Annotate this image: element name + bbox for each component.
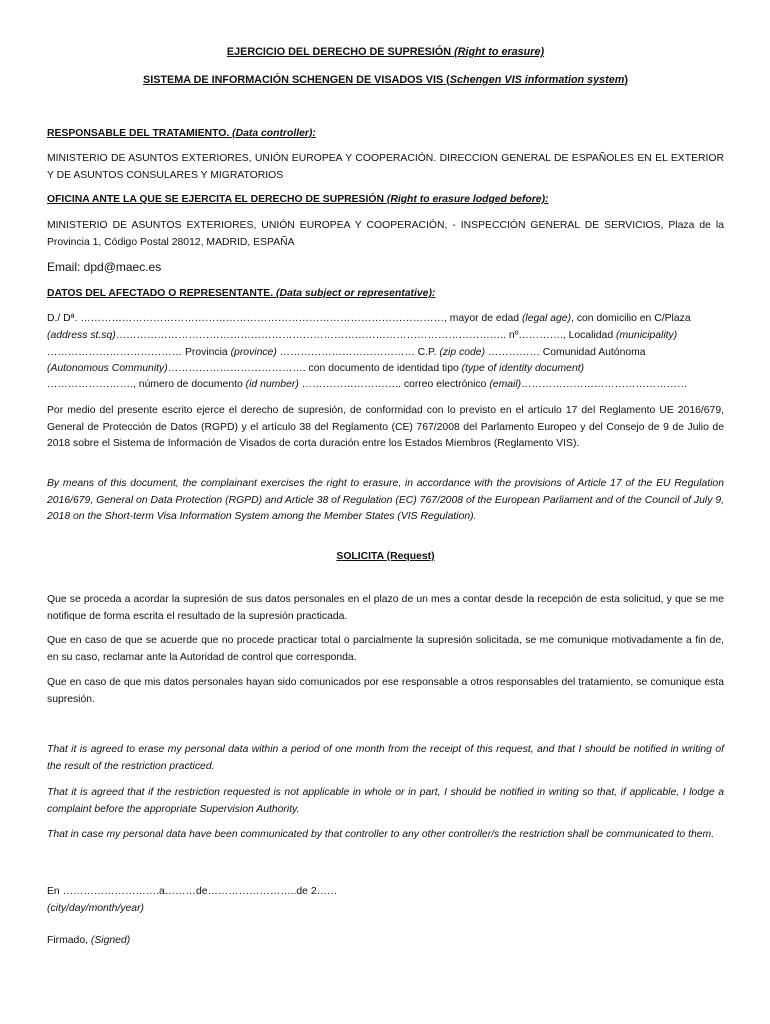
subject-heading: [47, 286, 435, 303]
title-en: (Right to erasure): [454, 46, 545, 58]
request-en-3: That in case my personal data have been communicated by that controller to any other controller/s the restriction shall be communicated to them.: [47, 829, 715, 840]
signature-date-hint: (city/day/month/year): [47, 903, 145, 914]
signed-hint: (Signed): [90, 935, 131, 946]
office-heading: [47, 192, 549, 209]
subject-line-4: [47, 361, 724, 378]
id-number-label: ……………………., número de documento: [47, 379, 246, 390]
request-es-1: Que se proceda a acordar la supresión de sus datos personales en el plazo de un mes a contar desde la recepción de esta solicitud, y que se me notifique de forma escrita el resultado de la supresión practicada.: [47, 594, 724, 622]
request-es-2: Que en caso de que se acuerde que no procede practicar total o parcialmente la supresión solicitada, se me comunique motivadamente a fin de, en su caso, reclamar ante la Autoridad de control que corresponda.: [47, 635, 724, 663]
subject-line-3: [47, 345, 724, 362]
document-title: [47, 44, 724, 61]
subtitle-en: Schengen VIS information system: [449, 74, 625, 86]
province-hint: (province): [230, 347, 277, 358]
subject-name-field: D./ Dª. ……………………………………………………………………………………………, mayor de edad: [47, 313, 522, 324]
controller-heading-en: (Data controller):: [232, 128, 316, 139]
signature-line: [47, 933, 724, 950]
community-label: …………… Comunidad Autónoma: [485, 347, 646, 358]
zip-hint: (zip code): [439, 347, 486, 358]
request-heading-en: (Request): [386, 551, 435, 562]
request-en-2: That it is agreed that if the restriction requested is not applicable in whole or in part, I should be notified in writing so that, if applicable, I lodge a complaint before the appropriate Supervision Authority.: [47, 787, 724, 815]
subject-line-5: [47, 377, 724, 394]
request-es-3: Que en caso de que mis datos personales hayan sido comunicados por ese responsable a otros responsables del tratamiento, se comunique esta supresión.: [47, 677, 724, 705]
office-text: MINISTERIO DE ASUNTOS EXTERIORES, UNIÓN EUROPEA Y COOPERACIÓN, - INSPECCIÓN GENERAL DE SERVICIOS, Plaza de la Provincia 1, Código Postal 28012, MADRID, ESPAÑA: [47, 220, 724, 248]
legal-age-hint: (legal age): [521, 313, 572, 324]
signature-date-line: En ……………………….a………de……………………..de 2……: [47, 886, 338, 897]
subtitle-paren-open: (: [446, 74, 450, 86]
office-heading-en: (Right to erasure lodged before):: [386, 194, 549, 205]
email-hint: (email): [489, 379, 522, 390]
controller-heading-es: RESPONSABLE DEL TRATAMIENTO.: [47, 128, 230, 139]
community-hint: (Autonomous Community): [47, 363, 168, 374]
controller-heading: [47, 126, 316, 143]
subject-line-1: [47, 311, 724, 328]
address-field: ………………………………………………………………………………………………….. nº…………., Localidad: [115, 330, 617, 341]
request-heading: [47, 549, 724, 566]
body-es: Por medio del presente escrito ejerce el derecho de supresión, de conformidad con lo previsto en el artículo 17 del Reglamento UE 2016/679, General de Protección de Datos (RGPD) y el artículo 38 del Reglamento (CE) 767/2008 del Parlamento Europeo y del Consejo de 9 de Julio de 2018 sobre el Sistema de Información de Visados de corta duración entre los Estados Miembros (Reglamento VIS).: [47, 405, 724, 449]
subject-heading-es: DATOS DEL AFECTADO O REPRESENTANTE.: [47, 288, 274, 299]
office-heading-es: OFICINA ANTE LA QUE SE EJERCITA EL DERECHO DE SUPRESIÓN: [47, 194, 384, 205]
address-label: , con domicilio en C/Plaza: [571, 313, 691, 324]
controller-text: MINISTERIO DE ASUNTOS EXTERIORES, UNIÓN EUROPEA Y COOPERACIÓN. DIRECCION GENERAL DE ESPAÑOLES EN EL EXTERIOR Y DE ASUNTOS CONSULARES Y MIGRATORIOS: [47, 153, 724, 181]
address-hint: (address st.sq): [47, 330, 116, 341]
province-label: ………………………………… Provincia: [47, 347, 231, 358]
zip-label: ………………………………… C.P.: [276, 347, 440, 358]
id-number-hint: (id number): [245, 379, 299, 390]
email-label: ……………………….. correo electrónico: [298, 379, 490, 390]
id-type-hint: (type of identity document): [461, 363, 585, 374]
request-en-1: That it is agreed to erase my personal data within a period of one month from the receipt of this request, and that I should be notified in writing of the result of the restriction practiced.: [47, 744, 724, 772]
title-es: EJERCICIO DEL DERECHO DE SUPRESIÓN: [226, 46, 452, 58]
subtitle-es: SISTEMA DE INFORMACIÓN SCHENGEN DE VISADOS VIS: [143, 74, 444, 86]
document-subtitle: [47, 72, 724, 89]
subject-line-2: [47, 328, 724, 345]
subject-heading-en: (Data subject or representative):: [276, 288, 436, 299]
email-field: …………………………………………: [521, 379, 688, 390]
municipality-hint: (municipality): [616, 330, 678, 341]
body-en: By means of this document, the complainant exercises the right to erasure, in accordance with the provisions of Article 17 of the EU Regulation 2016/679, General on Data Protection (RGPD) and Article 38 of Regulation (EC) 767/2008 of the European Parliament and of the Council of July 9, 2018 on the Short-term Visa Information System among the Member States (VIS Regulation).: [47, 478, 724, 522]
signed-label: Firmado,: [47, 935, 91, 946]
office-email: Email: dpd@maec.es: [47, 260, 162, 274]
id-type-label: …………………………………. con documento de identidad tipo: [167, 363, 462, 374]
request-heading-es: SOLICITA: [336, 551, 384, 562]
subtitle-paren-close: ): [624, 74, 628, 86]
